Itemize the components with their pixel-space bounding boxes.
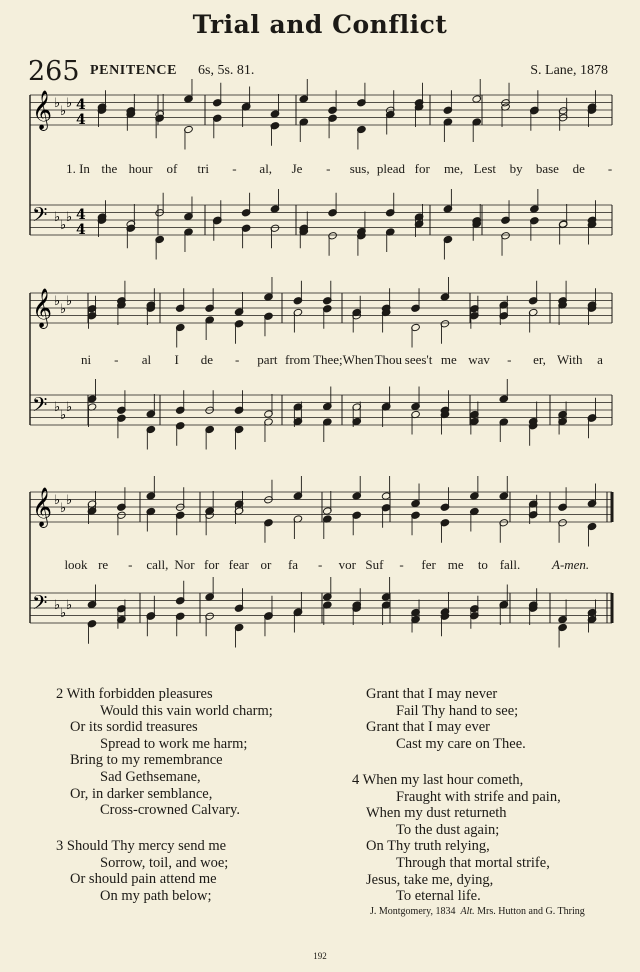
lyric-syllable: al,: [259, 161, 273, 176]
lyric-syllable: When: [342, 352, 374, 367]
flat-icon: ♭: [66, 294, 73, 309]
verse-line: To the dust again;: [396, 821, 500, 838]
hymn-number: 265: [28, 56, 80, 87]
page-number: 192: [313, 951, 327, 961]
alt-label: Alt.: [460, 906, 475, 917]
lyric-syllable: -: [232, 161, 237, 176]
lyric-syllable: from: [285, 352, 311, 367]
treble-clef-icon: 𝄞: [32, 487, 53, 527]
flat-icon: ♭: [54, 96, 61, 111]
time-signature: 4: [76, 222, 86, 238]
lyric-syllable: for: [414, 161, 430, 176]
verse-2: [56, 686, 273, 819]
lyric-syllable: for: [204, 557, 220, 572]
lyric-syllable: -: [607, 161, 613, 176]
flat-icon: ♭: [60, 501, 67, 516]
lyric-syllable: a: [597, 352, 603, 367]
time-signature: 4: [76, 112, 86, 128]
flat-icon: ♭: [54, 598, 61, 613]
lyric-syllable: of: [166, 161, 178, 176]
verse-line: When my dust returneth: [366, 805, 507, 822]
lyric-syllable: me,: [443, 161, 464, 176]
lyric-syllable: fear: [228, 557, 249, 572]
lyric-syllable: tri: [197, 161, 209, 176]
lyric-syllable: I: [174, 352, 179, 367]
lyric-syllable: fer: [421, 557, 436, 572]
verse-line: Or its sordid treasures: [70, 719, 198, 736]
flat-icon: ♭: [60, 302, 67, 317]
flat-icon: ♭: [54, 210, 61, 225]
verse-line: With forbidden pleasures: [66, 686, 213, 702]
lyric-syllable: -: [507, 352, 512, 367]
lyric-syllable: -: [399, 557, 404, 572]
flat-icon: ♭: [60, 218, 67, 233]
lyric-syllable: vor: [338, 557, 356, 572]
lyric-syllable: wav: [468, 352, 490, 367]
tune-name: PENITENCE: [90, 63, 178, 78]
amen-lyric: A-men.: [552, 557, 590, 572]
verse-3: [56, 838, 229, 904]
flat-icon: ♭: [66, 96, 73, 111]
meter: 6s, 5s. 81.: [198, 63, 255, 78]
lyric-syllable: Thee;: [313, 352, 343, 367]
verse-line: Fraught with strife and pain,: [396, 788, 561, 805]
lyric-syllable: to: [477, 557, 488, 572]
lyric-syllable: the: [101, 161, 118, 176]
attribution: [370, 906, 585, 917]
verse-line: Bring to my remembrance: [70, 752, 223, 769]
verse-line: Grant that I may ever: [366, 719, 491, 736]
lyric-syllable: er,: [533, 352, 546, 367]
lyric-syllable: hour: [128, 161, 153, 176]
verse-line: Would this vain world charm;: [100, 702, 273, 719]
verse-line: Through that mortal strife,: [396, 854, 550, 871]
lyric-syllable: by: [509, 161, 523, 176]
lyric-syllable: ni: [80, 352, 92, 367]
flat-icon: ♭: [54, 294, 61, 309]
verse-number: 3: [56, 838, 64, 854]
lyric-syllable: -: [128, 557, 133, 572]
lyric-syllable: -: [235, 352, 240, 367]
flat-icon: ♭: [66, 598, 73, 613]
verse-line: On my path below;: [100, 887, 212, 904]
lyric-syllable: call,: [146, 557, 169, 572]
lyric-syllable: Suf: [365, 557, 384, 572]
lyric-syllable: Thou: [374, 352, 403, 367]
lyric-syllable: or: [260, 557, 272, 572]
lyric-syllable: -: [326, 161, 331, 176]
lyric-syllable: fa: [287, 557, 299, 572]
bass-clef-icon: 𝄢: [32, 203, 48, 231]
verse-line: Cross-crowned Calvary.: [100, 802, 240, 819]
verse-line: Grant that I may never: [366, 686, 498, 702]
verse-line: Should Thy mercy send me: [66, 838, 227, 854]
treble-clef-icon: 𝄞: [32, 90, 53, 130]
lyric-syllable: part: [257, 352, 278, 367]
verse-number: 2: [56, 686, 64, 702]
flat-icon: ♭: [54, 493, 61, 508]
lyric-syllable: fall.: [499, 557, 521, 572]
verse-line: Sorrow, toil, and woe;: [100, 854, 229, 871]
verse-4: [352, 772, 561, 905]
bass-clef-icon: 𝄢: [32, 393, 48, 421]
lyric-syllable: base: [535, 161, 559, 176]
flat-icon: ♭: [66, 493, 73, 508]
lyric-syllable: With: [557, 352, 583, 367]
lyric-syllable: -: [114, 352, 119, 367]
verse-3-continued: [366, 686, 526, 752]
author: J. Montgomery, 1834: [370, 906, 456, 917]
composer: S. Lane, 1878: [530, 63, 608, 78]
treble-clef-icon: 𝄞: [32, 288, 53, 328]
verse-line: Spread to work me harm;: [100, 735, 248, 752]
lyric-syllable: re: [98, 557, 109, 572]
verse-line: On Thy truth relying,: [366, 838, 490, 855]
lyric-syllable: me: [440, 352, 457, 367]
lyric-syllable: de: [572, 161, 585, 176]
lyric-syllable: sus,: [349, 161, 370, 176]
section-title: Trial and Conflict: [192, 10, 448, 39]
flat-icon: ♭: [66, 210, 73, 225]
time-signature: 4: [76, 97, 86, 113]
verse-line: To eternal life.: [396, 888, 481, 905]
verse-line: Jesus, take me, dying,: [366, 871, 494, 888]
lyric-syllable: look: [64, 557, 88, 572]
lyric-syllable: -: [317, 557, 323, 572]
lyric-syllable: al: [141, 352, 152, 367]
verse-line: Cast my care on Thee.: [396, 735, 526, 752]
lyric-syllable: me: [447, 557, 464, 572]
flat-icon: ♭: [54, 400, 61, 415]
verse-line: When my last hour cometh,: [362, 772, 524, 788]
verse-line: Or should pain attend me: [70, 871, 217, 888]
lyric-syllable: plead: [376, 161, 406, 176]
verse-line: Fail Thy hand to see;: [396, 702, 519, 719]
time-signature: 4: [76, 207, 86, 223]
bass-clef-icon: 𝄢: [32, 591, 48, 619]
lyric-syllable: Je: [291, 161, 303, 176]
flat-icon: ♭: [60, 104, 67, 119]
verse-line: Sad Gethsemane,: [100, 768, 201, 785]
alterers: Mrs. Hutton and G. Thring: [477, 906, 585, 917]
lyric-syllable: de: [200, 352, 214, 367]
verse-number: 4: [352, 772, 360, 788]
verse-line: Or, in darker semblance,: [70, 785, 213, 802]
lyric-syllable: 1. In: [66, 161, 90, 176]
lyric-syllable: sees't: [404, 352, 433, 367]
flat-icon: ♭: [66, 400, 73, 415]
lyric-syllable: Nor: [174, 557, 195, 572]
flat-icon: ♭: [60, 408, 67, 423]
flat-icon: ♭: [60, 606, 67, 621]
lyric-syllable: Lest: [473, 161, 497, 176]
